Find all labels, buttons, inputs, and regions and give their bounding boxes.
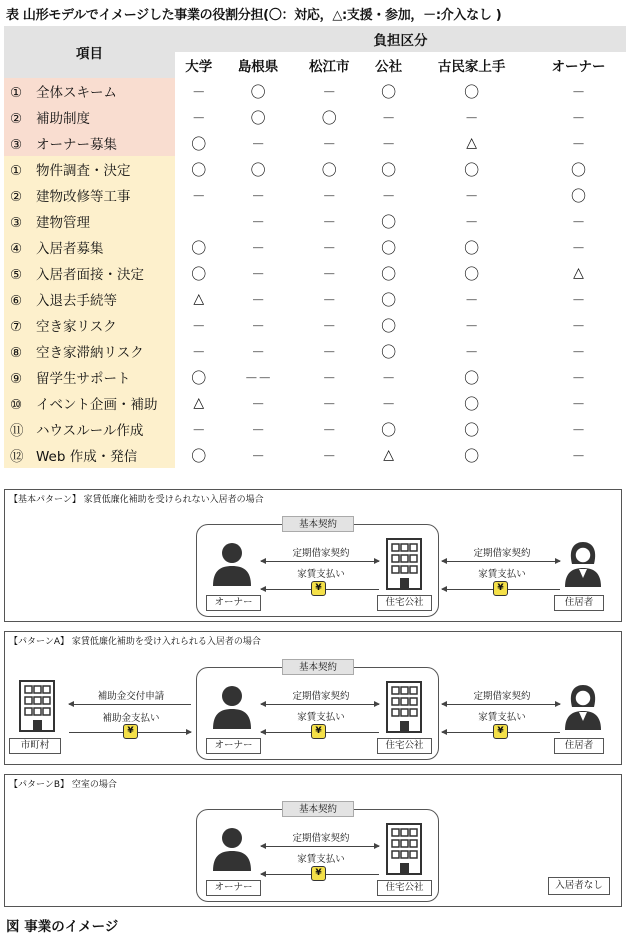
role-cell: － [381, 189, 396, 205]
item-label: ハウスルール作成 [36, 423, 144, 439]
a-rent-text: 家賃支払い [297, 712, 345, 723]
basic-contract-label: 基本契約 [282, 516, 354, 532]
role-cell: △ [466, 135, 478, 151]
item-number: ① [10, 85, 23, 101]
item-label: 物件調査・決定 [36, 163, 131, 179]
role-cell: △ [193, 291, 205, 307]
role-cell: － [571, 241, 586, 257]
building-icon [386, 823, 422, 875]
table-row [4, 104, 626, 130]
item-number: ③ [10, 215, 23, 231]
figure-caption: 図 事業のイメージ [6, 919, 119, 935]
role-cell: － [571, 397, 586, 413]
basic-lease2-arrow [442, 561, 560, 562]
role-cell: － [571, 449, 586, 465]
role-cell: 〇 [464, 368, 480, 387]
role-cell: 〇 [191, 134, 207, 153]
role-cell: － [381, 137, 396, 153]
role-cell: 〇 [571, 186, 587, 205]
role-cell: － [322, 423, 337, 439]
role-cell: － [571, 137, 586, 153]
a-yen-icon: ¥ [311, 724, 326, 739]
role-cell: 〇 [250, 82, 266, 101]
role-cell: － [464, 319, 479, 335]
item-label: 補助制度 [36, 111, 90, 127]
a-lease2-arrow [442, 704, 560, 705]
owner-person-icon [211, 683, 253, 731]
role-cell: 〇 [321, 160, 337, 179]
b-lease-arrow [261, 846, 379, 847]
basic-rent2-text: 家賃支払い [478, 569, 526, 580]
role-cell: － [322, 241, 337, 257]
role-cell: － [571, 85, 586, 101]
role-cell: 〇 [464, 264, 480, 283]
item-cell [4, 286, 175, 312]
a-subsidy-pay-text: 補助金支払い [102, 713, 160, 724]
role-cell: － [322, 267, 337, 283]
pattern-a-title: 【パターンA】 家賃低廉化補助を受け入れられる入居者の場合 [9, 637, 261, 647]
item-number: ⑤ [10, 267, 23, 283]
item-cell [4, 104, 175, 130]
role-cell: 〇 [571, 160, 587, 179]
column-header: 大学 [175, 52, 222, 78]
basic-lease-arrow [261, 561, 379, 562]
item-number: ⑥ [10, 293, 23, 309]
role-cell: 〇 [381, 342, 397, 361]
basic-lease2-text: 定期借家契約 [473, 548, 531, 559]
role-cell [175, 208, 222, 234]
item-label: 留学生サポート [36, 371, 131, 387]
item-cell [4, 156, 175, 182]
role-cell: － [322, 293, 337, 309]
table-row [4, 416, 626, 442]
role-cell: － [381, 371, 396, 387]
item-cell [4, 130, 175, 156]
role-cell: 〇 [381, 316, 397, 335]
item-label: 入退去手続等 [36, 293, 117, 309]
column-header: 松江市 [294, 52, 365, 78]
role-cell: － [191, 189, 206, 205]
role-cell: － [322, 397, 337, 413]
item-cell [4, 260, 175, 286]
a-lease-arrow [261, 704, 379, 705]
table-row [4, 156, 626, 182]
item-cell [4, 312, 175, 338]
item-label: 空き家滞納リスク [36, 345, 144, 361]
role-cell: － [251, 319, 265, 335]
item-label: 建物改修等工事 [36, 189, 131, 205]
a-lease-text: 定期借家契約 [292, 691, 350, 702]
b-contract-label: 基本契約 [282, 801, 354, 817]
role-cell: 〇 [191, 446, 207, 465]
b-yen-icon: ¥ [311, 866, 326, 881]
role-cell: 〇 [381, 82, 397, 101]
building-icon [386, 681, 422, 733]
item-label: オーナー募集 [36, 137, 117, 153]
building-icon [386, 538, 422, 590]
role-cell: － [571, 215, 586, 231]
item-number: ⑨ [10, 371, 23, 387]
role-cell: － [251, 189, 265, 205]
role-cell: － [322, 85, 337, 101]
role-cell: 〇 [191, 238, 207, 257]
basic-tenant-label: 住居者 [554, 595, 604, 611]
role-cell: － [464, 345, 479, 361]
b-no-tenant-label: 入居者なし [548, 877, 610, 895]
item-number: ⑪ [10, 423, 24, 439]
group-header: 負担区分 [175, 26, 626, 52]
a-contract-label: 基本契約 [282, 659, 354, 675]
item-cell [4, 78, 175, 104]
city-building-icon [19, 680, 55, 732]
role-cell: 〇 [464, 238, 480, 257]
item-number: ④ [10, 241, 23, 257]
item-label: イベント企画・補助 [36, 397, 158, 413]
role-cell: － [322, 319, 337, 335]
role-cell: 〇 [381, 264, 397, 283]
item-number: ⑧ [10, 345, 23, 361]
pattern-a-panel [4, 631, 622, 765]
role-cell: － [571, 293, 586, 309]
item-number: ⑦ [10, 319, 23, 335]
role-cell: － [322, 449, 337, 465]
role-cell: －－ [244, 371, 272, 387]
item-cell [4, 338, 175, 364]
a-corp-label: 住宅公社 [377, 738, 432, 754]
role-cell: － [251, 293, 265, 309]
role-cell: － [381, 111, 396, 127]
role-cell: － [464, 215, 479, 231]
table-title: 表 山形モデルでイメージした事業の役割分担(〇：対応，△:支援・参加，－:介入なし ) [6, 8, 502, 23]
role-cell: 〇 [191, 368, 207, 387]
role-cell: － [571, 319, 586, 335]
role-cell: － [251, 137, 265, 153]
b-rent-text: 家賃支払い [297, 854, 345, 865]
basic-corp-label: 住宅公社 [377, 595, 432, 611]
a-rent2-text: 家賃支払い [478, 712, 526, 723]
item-cell [4, 234, 175, 260]
table-row [4, 364, 626, 390]
role-cell: － [381, 397, 396, 413]
a-yen-subsidy-icon: ¥ [123, 724, 138, 739]
item-cell [4, 442, 175, 468]
table-row [4, 130, 626, 156]
basic-owner-label: オーナー [206, 595, 261, 611]
role-cell: 〇 [381, 160, 397, 179]
role-cell: － [191, 85, 206, 101]
table-row [4, 208, 626, 234]
a-lease2-text: 定期借家契約 [473, 691, 531, 702]
item-label: 入居者面接・決定 [36, 267, 144, 283]
role-cell: △ [193, 395, 205, 411]
role-cell: 〇 [381, 420, 397, 439]
role-table [4, 26, 626, 468]
role-cell: － [251, 267, 265, 283]
a-subsidy-app-arrow [69, 704, 191, 705]
column-header: オーナー [531, 52, 626, 78]
tenant-person-icon [563, 683, 603, 731]
role-cell: － [464, 189, 479, 205]
role-cell: △ [573, 265, 584, 281]
basic-pattern-panel [4, 489, 622, 622]
item-cell [4, 364, 175, 390]
column-header: 島根県 [222, 52, 293, 78]
role-cell: － [464, 293, 479, 309]
role-cell: － [191, 345, 206, 361]
role-cell: 〇 [250, 160, 266, 179]
role-cell: 〇 [191, 264, 207, 283]
role-cell: － [322, 137, 337, 153]
role-cell: － [251, 423, 265, 439]
role-cell: 〇 [381, 212, 397, 231]
item-cell [4, 208, 175, 234]
role-cell: 〇 [464, 446, 480, 465]
role-cell: － [322, 215, 337, 231]
table-row [4, 286, 626, 312]
role-cell: 〇 [381, 238, 397, 257]
item-number: ③ [10, 137, 23, 153]
item-label: 全体スキーム [36, 85, 117, 101]
role-cell: － [571, 371, 586, 387]
role-cell: － [464, 111, 479, 127]
b-owner-label: オーナー [206, 880, 261, 896]
role-cell: － [251, 241, 265, 257]
a-subsidy-app-text: 補助金交付申請 [97, 691, 165, 702]
basic-yen-icon: ¥ [311, 581, 326, 596]
basic-rent-text: 家賃支払い [297, 569, 345, 580]
table-row [4, 390, 626, 416]
role-cell: － [251, 397, 265, 413]
role-cell: 〇 [250, 108, 266, 127]
item-label: 空き家リスク [36, 319, 117, 335]
a-city-label: 市町村 [9, 738, 61, 754]
basic-yen2-icon: ¥ [493, 581, 508, 596]
table-row [4, 260, 626, 286]
item-header: 項目 [4, 26, 175, 78]
role-cell: － [191, 319, 206, 335]
role-cell: 〇 [464, 394, 480, 413]
a-yen2-icon: ¥ [493, 724, 508, 739]
role-cell: － [251, 449, 265, 465]
table-row [4, 234, 626, 260]
role-cell: － [322, 345, 337, 361]
column-header: 公社 [365, 52, 412, 78]
role-cell: － [571, 111, 586, 127]
role-cell: － [571, 345, 586, 361]
role-cell: － [191, 111, 206, 127]
item-number: ② [10, 189, 23, 205]
role-cell: － [251, 345, 265, 361]
tenant-person-icon [563, 540, 603, 588]
item-cell [4, 390, 175, 416]
role-cell: 〇 [321, 108, 337, 127]
role-cell: － [191, 423, 206, 439]
item-label: 建物管理 [36, 215, 90, 231]
role-cell: － [322, 189, 337, 205]
role-cell: 〇 [381, 290, 397, 309]
table-row [4, 78, 626, 104]
item-number: ② [10, 111, 23, 127]
table-row [4, 338, 626, 364]
pattern-b-title: 【パターンB】 空室の場合 [9, 780, 117, 790]
item-number: ① [10, 163, 23, 179]
item-cell [4, 182, 175, 208]
role-cell: － [322, 371, 337, 387]
b-lease-text: 定期借家契約 [292, 833, 350, 844]
item-cell [4, 416, 175, 442]
item-label: Web 作成・発信 [36, 449, 138, 465]
basic-lease-text: 定期借家契約 [292, 548, 350, 559]
owner-person-icon [211, 825, 253, 873]
role-cell: 〇 [464, 160, 480, 179]
item-label: 入居者募集 [36, 241, 104, 257]
column-header: 古民家上手 [412, 52, 531, 78]
a-owner-label: オーナー [206, 738, 261, 754]
b-corp-label: 住宅公社 [377, 880, 432, 896]
owner-person-icon [211, 540, 253, 588]
role-cell: 〇 [464, 420, 480, 439]
role-cell: 〇 [191, 160, 207, 179]
table-row [4, 182, 626, 208]
item-number: ⑩ [10, 397, 23, 413]
role-cell: 〇 [464, 82, 480, 101]
a-tenant-label: 住居者 [554, 738, 604, 754]
role-cell: △ [383, 447, 394, 463]
role-cell: － [571, 423, 586, 439]
table-row [4, 312, 626, 338]
pattern-b-panel [4, 774, 622, 907]
item-number: ⑫ [10, 449, 24, 465]
table-row [4, 442, 626, 468]
basic-pattern-title: 【基本パターン】 家賃低廉化補助を受けられない入居者の場合 [9, 495, 264, 505]
role-cell: － [251, 215, 265, 231]
